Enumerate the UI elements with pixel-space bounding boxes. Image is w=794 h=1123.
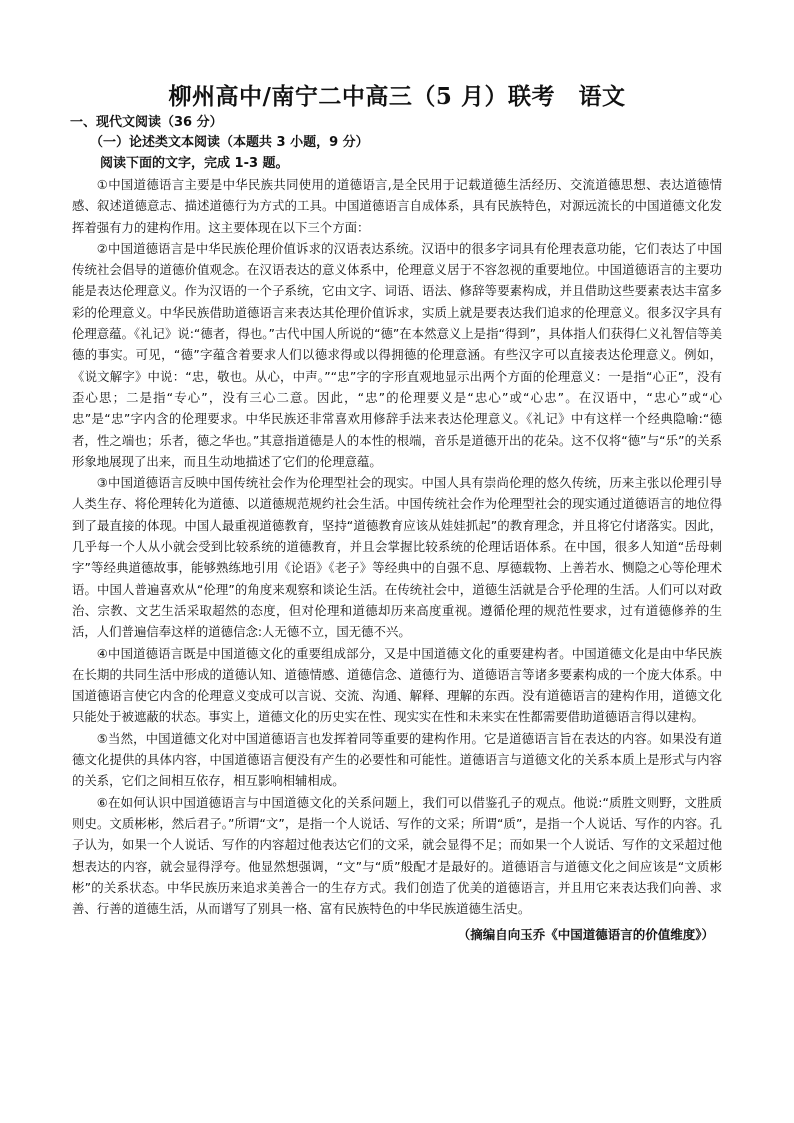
passage-paragraph-1: ①中国道德语言主要是中华民族共同使用的道德语言,是全民用于记载道德生活经历、交流道德思想、表达道德情感、叙述道德意志、描述道德行为方式的工具。中国道德语言自成体系，具有民族特色，对源远流长的中国道德文化发挥着强有力的建构作用。这主要体现在以下三个方面： [72, 177, 722, 235]
exam-title: 柳州高中/南宁二中高三（5 月）联考 语文 [168, 83, 626, 110]
passage-paragraph-5: ⑤当然，中国道德文化对中国道德语言也发挥着同等重要的建构作用。它是道德语言旨在表达的内容。如果没有道德文化提供的具体内容，中国道德语言便没有产生的必要性和可能性。道德语言与道德文化的关系本质上是形式与内容的关系，它们之间相互依存，相互影响相辅相成。 [72, 730, 722, 789]
passage-paragraph-2: ②中国道德语言是中华民族伦理价值诉求的汉语表达系统。汉语中的很多字词具有伦理表意功能，它们表达了中国传统社会倡导的道德价值观念。在汉语表达的意义体系中，伦理意义居于不容忽视的重要地位。中国道德语言的主要功能是表达伦理意义。作为汉语的一个子系统，它由文字、词语、语法、修辞等要素构成，并且借助这些要素表达丰富多彩的伦理意义。中华民族借助道德语言来表达其伦理价值诉求，实质上就是要表达我们追求的伦理意义。很多汉字具有伦理意蕴。《礼记》说:“德者，得也。”古代中国人所说的“德”在本然意义上是指“得到”，具体指人们获得仁义礼智信等美德的事实。可见，“德”字蕴含着要求人们以德求得或以得拥德的伦理意涵。有些汉字可以直接表达伦理意义。例如，《说文解字》中说：“忠，敬也。从心，中声。”“忠”字的字形直观地显示出两个方面的伦理意义：一是指“心正”，没有歪心思；二是指“专心”，没有三心二意。因此，“忠”的伦理要义是“忠心”或“心忠”。在汉语中，“忠心”或“心忠”是“忠”字内含的伦理要求。中华民族还非常喜欢用修辞手法来表达伦理意义。《礼记》中有这样一个经典隐喻:“德者，性之端也；乐者，德之华也。”其意指道德是人的本性的根端，音乐是道德开出的花朵。这不仅将“德”与“乐”的关系形象地展现了出来，而且生动地描述了它们的伦理意蕴。 [72, 240, 722, 469]
passage-paragraph-3: ③中国道德语言反映中国传统社会作为伦理型社会的现实。中国人具有崇尚伦理的悠久传统，历来主张以伦理引导人类生存、将伦理转化为道德、以道德规范规约社会生活。中国传统社会作为伦理型社会的现实通过道德语言的地位得到了最直接的体现。中国人最重视道德教育，坚持“道德教育应该从娃娃抓起”的教育理念，并且将它付诸落实。因此，几乎每一个人从小就会受到比较系统的道德教育，并且会掌握比较系统的伦理话语体系。在中国，很多人知道“岳母刺字”等经典道德故事，能够熟练地引用《论语》《老子》等经典中的自强不息、厚德载物、上善若水、恻隐之心等伦理术语。中国人普遍喜欢从“伦理”的角度来观察和谈论生活。在传统社会中，道德生活就是合乎伦理的生活。人们可以对政治、宗教、文艺生活采取超然的态度，但对伦理和道德却历来高度重视。遵循伦理的规范性要求，过有道德修养的生活，人们普遍信奉这样的道德信念:人无德不立，国无德不兴。 [72, 475, 722, 640]
subsection-heading-argumentative: （一）论述类文本阅读（本题共 3 小题，9 分） [90, 135, 369, 150]
section-heading-reading: 一、现代文阅读（36 分） [70, 115, 223, 130]
passage-source: （摘编自向玉乔《中国道德语言的价值维度》） [457, 927, 714, 943]
passage-paragraph-4: ④中国道德语言既是中国道德文化的重要组成部分，又是中国道德文化的重要建构者。中国道德文化是由中华民族在长期的共同生活中形成的道德认知、道德情感、道德信念、道德行为、道德语言等诸多要素构成的一个庞大体系。中国道德语言使它内含的伦理意义变成可以言说、交流、沟通、解释、理解的东西。没有道德语言的建构作用，道德文化只能处于被遮蔽的状态。事实上，道德文化的历史实在性、现实实在性和未来实在性都需要借助道德语言得以建构。 [72, 645, 722, 725]
reading-instruction: 阅读下面的文字，完成 1-3 题。 [100, 156, 289, 171]
passage-paragraph-6: ⑥在如何认识中国道德语言与中国道德文化的关系问题上，我们可以借鉴孔子的观点。他说:“质胜文则野，文胜质则史。文质彬彬，然后君子。”所谓“文”，是指一个人说话、写作的文采；所谓“质”，是指一个人说话、写作的内容。孔子认为，如果一个人说话、写作的内容超过他表达它们的文采，就会显得不足；而如果一个人说话、写作的文采超过他想表达的内容，就会显得浮夸。他显然想强调，“文”与“质”般配才是最好的。道德语言与道德文化之间应该是“文质彬彬”的关系状态。中华民族历来追求美善合一的生存方式。我们创造了优美的道德语言，并且用它来表达我们向善、求善、行善的道德生活，从而谱写了别具一格、富有民族特色的中华民族道德生活史。 [72, 794, 722, 917]
